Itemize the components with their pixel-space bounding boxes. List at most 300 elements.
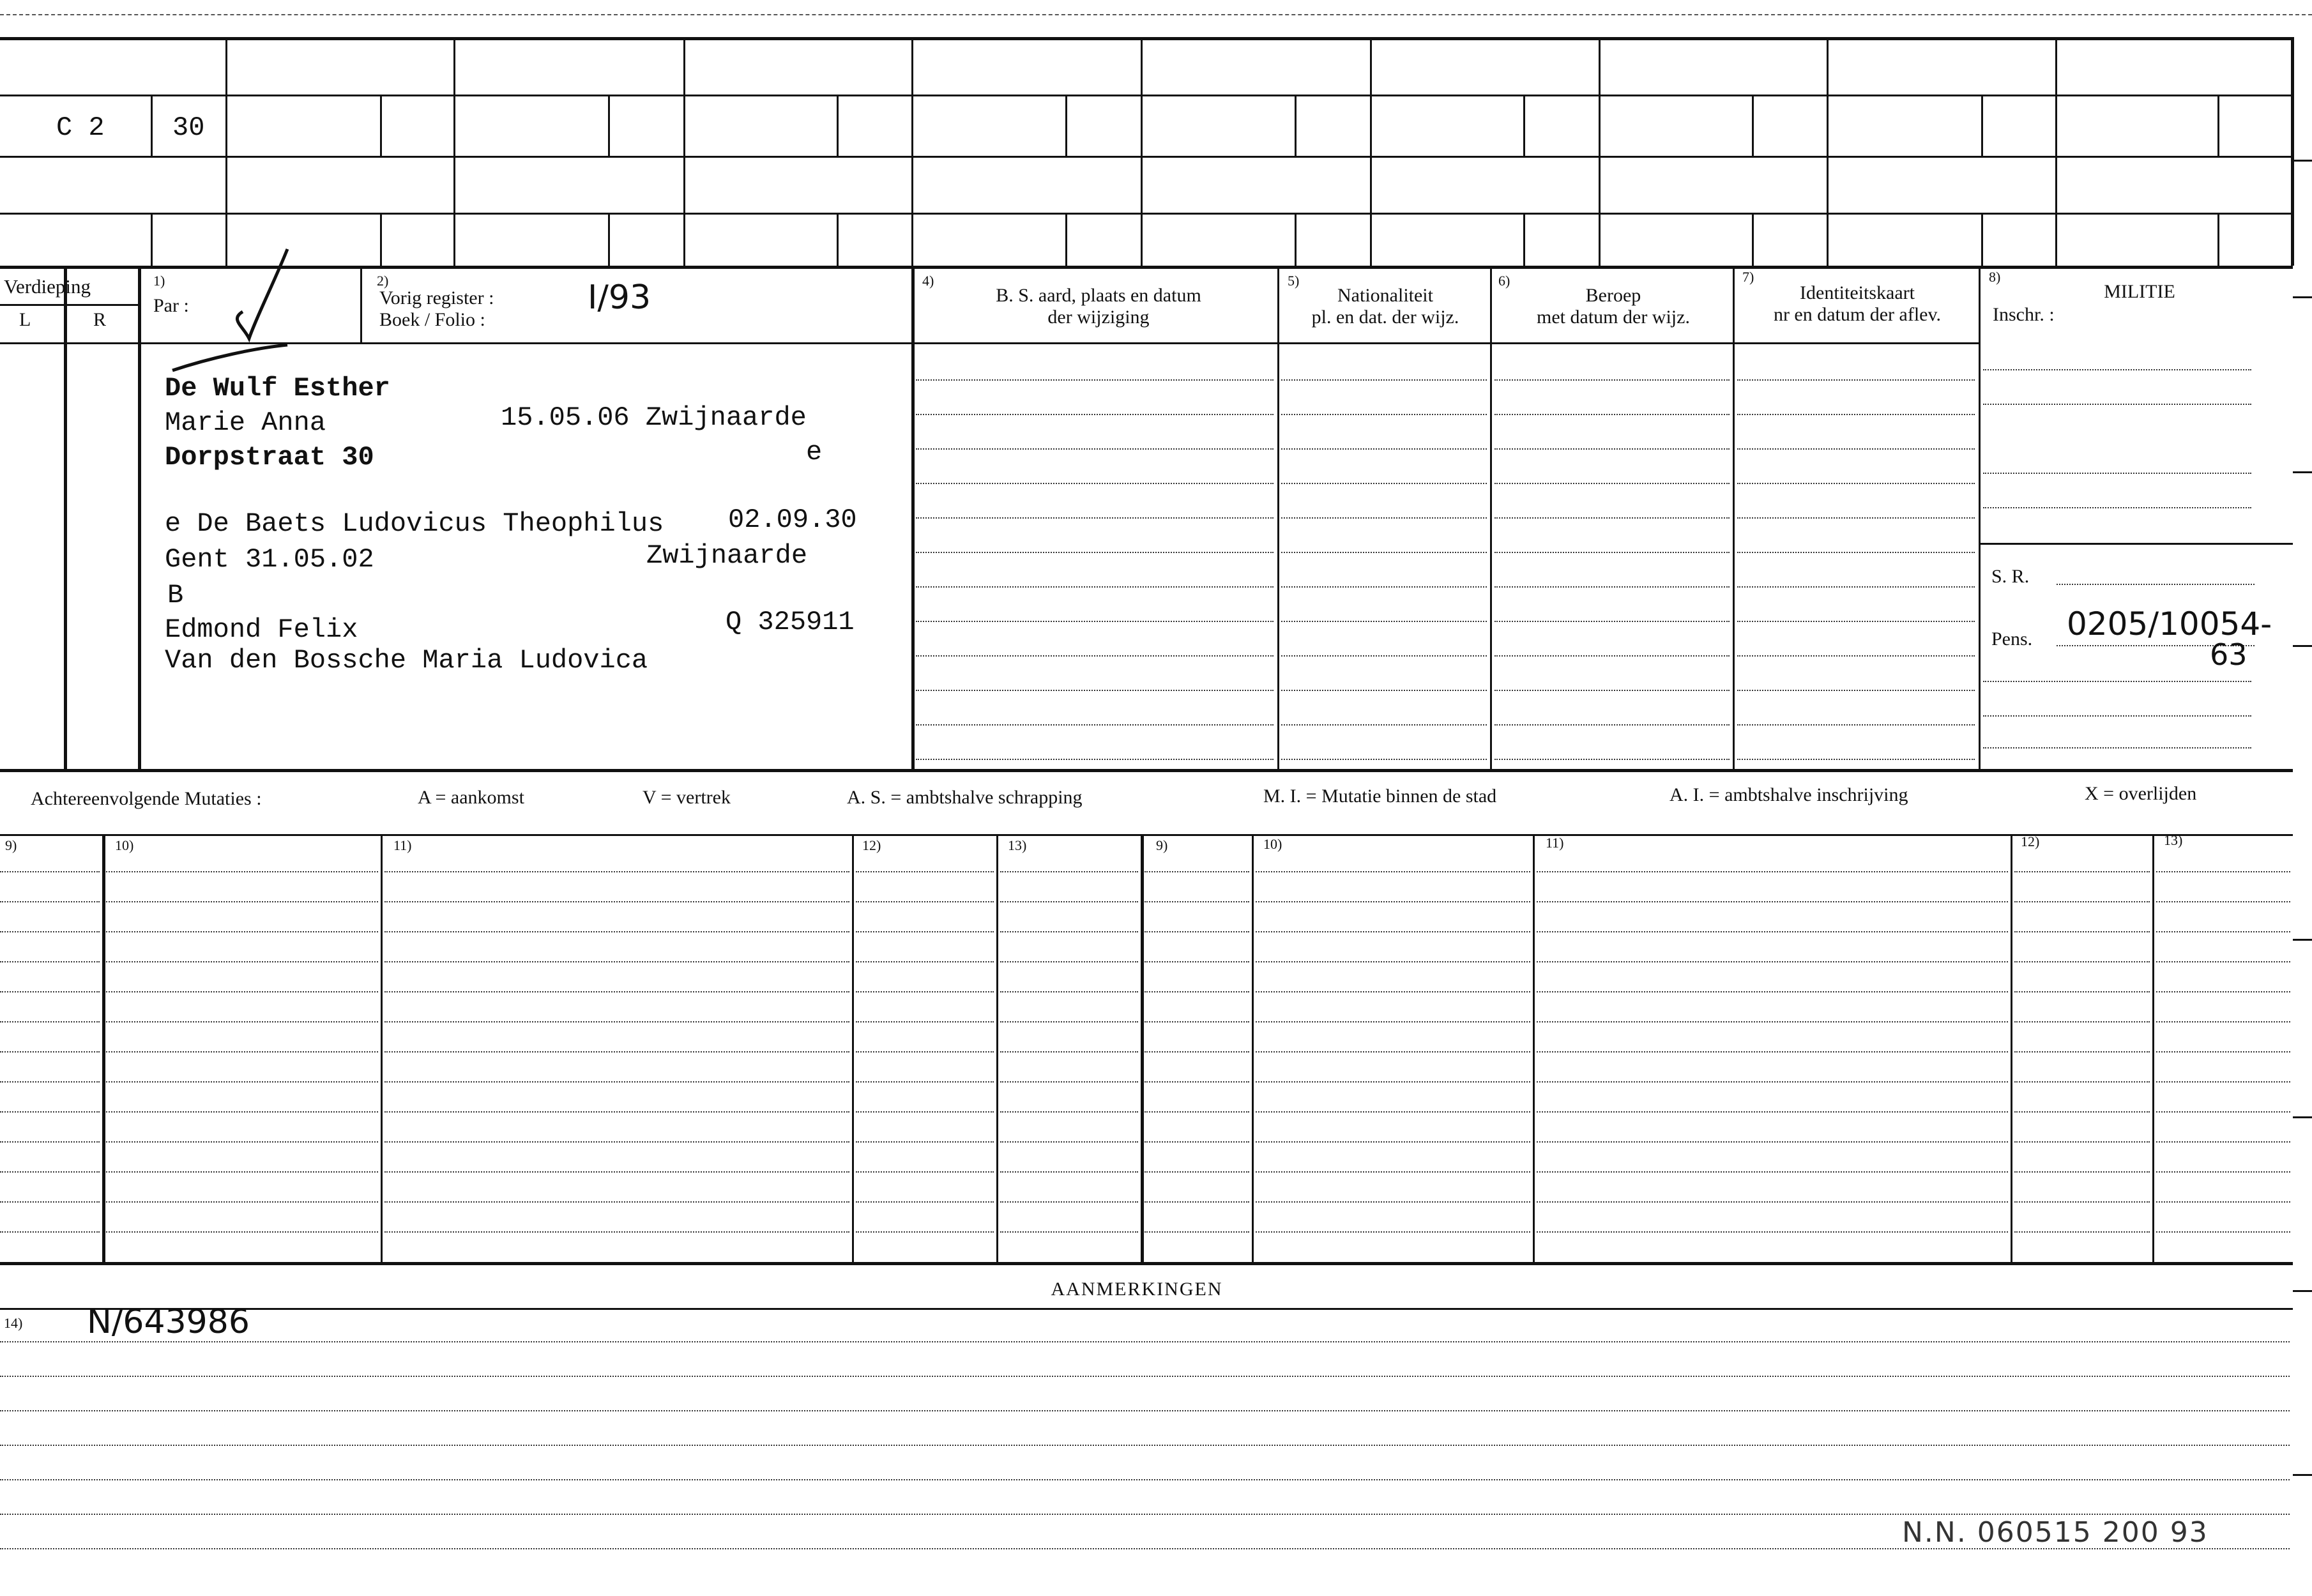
ruled-line	[1537, 1231, 2008, 1233]
ruled-line	[856, 1111, 994, 1113]
top-grid-col	[453, 37, 455, 266]
militie-line	[1983, 404, 2251, 405]
ruled-line	[384, 1081, 849, 1083]
mutaties-bottom-line	[0, 1262, 2293, 1265]
boek-folio-label: Boek / Folio :	[379, 309, 485, 330]
vorig-register-label: Vorig register :	[379, 287, 494, 308]
ruled-line	[1494, 724, 1730, 726]
ruled-line	[2014, 1201, 2150, 1203]
ruled-line	[1537, 1021, 2008, 1022]
header-l-r-line	[0, 304, 139, 306]
person-name: De Wulf Esther	[165, 373, 390, 404]
ruled-line	[1737, 724, 1975, 726]
ruled-line	[1537, 1051, 2008, 1053]
ruled-line	[0, 1171, 100, 1173]
militie-divider	[1980, 543, 2293, 545]
ruled-line	[1537, 961, 2008, 962]
ruled-line	[2156, 1021, 2290, 1022]
field-number: 6)	[1498, 273, 1510, 289]
mutatie-x-legend: X = overlijden	[2085, 783, 2197, 804]
ruled-line	[384, 1141, 849, 1143]
top-grid-col	[2055, 37, 2057, 266]
field-number: 8)	[1989, 269, 2001, 285]
col-divider	[1733, 266, 1735, 770]
field-number: 4)	[922, 273, 934, 289]
ruled-line	[0, 1111, 100, 1113]
mutaties-col	[1141, 835, 1144, 1263]
ruled-line	[1145, 1141, 1249, 1143]
top-grid-col	[225, 37, 227, 266]
ruled-line	[0, 901, 100, 902]
ruled-line	[2014, 1231, 2150, 1233]
ruled-line	[1281, 483, 1487, 484]
verdieping-label: Verdieping	[4, 275, 91, 298]
top-grid-sub	[380, 95, 382, 156]
ruled-line	[0, 1201, 100, 1203]
ruled-line	[916, 655, 1274, 657]
ruled-line	[2014, 1051, 2150, 1053]
bs-header-line2: der wijziging	[1047, 307, 1150, 328]
ruled-line	[1145, 1021, 1249, 1022]
ruled-line	[916, 759, 1274, 760]
right-edge-tick	[2293, 1474, 2312, 1476]
ruled-line	[1737, 759, 1975, 760]
ruled-line	[856, 1021, 994, 1022]
ruled-line	[106, 1141, 378, 1143]
ruled-line	[0, 1051, 100, 1053]
ruled-line	[1145, 1081, 1249, 1083]
ruled-line	[0, 1231, 100, 1233]
ruled-line	[1145, 1051, 1249, 1053]
person-address: Dorpstraat 30	[165, 442, 374, 473]
person-e-mark: e	[806, 437, 823, 467]
mutaties-col-number: 12)	[862, 837, 881, 853]
mutaties-col	[102, 835, 105, 1263]
ruled-line	[0, 1021, 100, 1022]
ruled-line	[1256, 1141, 1530, 1143]
ruled-line	[0, 1376, 2290, 1377]
ruled-line	[1537, 871, 2008, 872]
ruled-line	[856, 1231, 994, 1233]
top-grid-sub	[1295, 213, 1297, 266]
ruled-line	[106, 901, 378, 902]
ruled-line	[1494, 379, 1730, 381]
ruled-line	[856, 901, 994, 902]
ruled-line	[0, 1141, 100, 1143]
right-edge-tick	[2293, 296, 2312, 298]
top-grid-sub	[2217, 213, 2219, 266]
ruled-line	[916, 414, 1274, 415]
ruled-line	[1494, 690, 1730, 691]
ruled-line	[1256, 1081, 1530, 1083]
top-grid-sub	[608, 213, 610, 266]
par-strike-mark	[147, 243, 313, 383]
ruled-line	[916, 483, 1274, 484]
ruled-line	[1256, 901, 1530, 902]
beroep-header-line2: met datum der wijz.	[1537, 307, 1690, 328]
ruled-line	[1000, 1021, 1138, 1022]
ruled-line	[856, 1201, 994, 1203]
ruled-line	[106, 1081, 378, 1083]
ruled-line	[1281, 552, 1487, 553]
pens-value-suffix: 63	[2210, 637, 2247, 672]
ruled-line	[2014, 1021, 2150, 1022]
ruled-line	[0, 931, 100, 932]
vorig-register-value: I/93	[588, 278, 651, 317]
col-divider	[138, 266, 141, 770]
person-id-number: Q 325911	[726, 607, 855, 637]
ruled-line	[916, 724, 1274, 726]
ruled-line	[1145, 1111, 1249, 1113]
mutaties-top-line	[0, 834, 2293, 836]
par-label: Par :	[153, 295, 189, 316]
ruled-line	[2014, 1081, 2150, 1083]
ruled-line	[2156, 1171, 2290, 1173]
ruled-line	[856, 1171, 994, 1173]
ruled-line	[2156, 931, 2290, 932]
col-divider	[1277, 266, 1279, 770]
ruled-line	[2156, 1231, 2290, 1233]
ruled-line	[106, 1051, 378, 1053]
ruled-line	[916, 448, 1274, 450]
top-grid-sub	[1523, 213, 1525, 266]
top-grid-sub	[837, 213, 839, 266]
ruled-line	[916, 379, 1274, 381]
ruled-line	[2014, 1171, 2150, 1173]
ruled-line	[1494, 586, 1730, 588]
militie-line	[1983, 747, 2251, 749]
ruled-line	[1145, 931, 1249, 932]
ruled-line	[106, 961, 378, 962]
ruled-line	[916, 621, 1274, 622]
person-first-names: Marie Anna	[165, 407, 326, 438]
ruled-line	[1000, 991, 1138, 992]
col-divider	[1979, 266, 1981, 770]
ruled-line	[856, 931, 994, 932]
militie-header: MILITIE	[2104, 281, 2175, 302]
militie-line	[1983, 681, 2251, 682]
ruled-line	[1494, 552, 1730, 553]
mutaties-col-number: 11)	[1546, 835, 1564, 851]
right-edge-tick	[2293, 160, 2312, 162]
ruled-line	[1256, 1231, 1530, 1233]
mutaties-col-number: 9)	[1156, 837, 1168, 853]
mutaties-col-number: 12)	[2021, 833, 2040, 849]
ruled-line	[856, 1051, 994, 1053]
ruled-line	[2014, 1111, 2150, 1113]
top-grid-sub	[1981, 95, 1983, 156]
ruled-line	[916, 552, 1274, 553]
ruled-line	[1256, 1201, 1530, 1203]
top-grid-sub	[151, 95, 153, 156]
person-marriage-place: Zwijnaarde	[646, 540, 808, 571]
mutaties-col-number: 13)	[1008, 837, 1027, 853]
top-grid-sub	[1295, 95, 1297, 156]
inschr-label: Inschr. :	[1993, 304, 2055, 325]
ruled-line	[2156, 1081, 2290, 1083]
ruled-line	[856, 961, 994, 962]
ruled-line	[1000, 1081, 1138, 1083]
top-grid-line	[0, 213, 2293, 215]
ruled-line	[1537, 1201, 2008, 1203]
mutaties-col-number: 10)	[115, 837, 134, 853]
ruled-line	[1281, 724, 1487, 726]
ruled-line	[1737, 517, 1975, 519]
ruled-line	[1000, 1141, 1138, 1143]
mutatie-as-legend: A. S. = ambtshalve schrapping	[847, 787, 1083, 808]
ruled-line	[1537, 1141, 2008, 1143]
top-grid-line	[0, 266, 2293, 269]
ruled-line	[384, 931, 849, 932]
field-number: 14)	[4, 1315, 23, 1331]
mutatie-a-legend: A = aankomst	[418, 787, 524, 808]
house-number: 30	[172, 112, 205, 143]
top-grid-col	[1141, 37, 1143, 266]
ruled-line	[1494, 759, 1730, 760]
field-number: 2)	[377, 273, 389, 289]
person-birth: 15.05.06 Zwijnaarde	[501, 402, 807, 433]
militie-line	[1983, 507, 2251, 508]
ruled-line	[0, 1081, 100, 1083]
ruled-line	[1537, 991, 2008, 992]
ruled-line	[384, 1111, 849, 1113]
ruled-line	[1256, 961, 1530, 962]
ruled-line	[384, 1051, 849, 1053]
mutaties-col-number: 13)	[2164, 832, 2183, 848]
ruled-line	[2156, 961, 2290, 962]
ruled-line	[1256, 1171, 1530, 1173]
mutaties-col-number: 11)	[393, 837, 412, 853]
top-grid-col	[911, 37, 913, 266]
mutaties-col	[2152, 835, 2154, 1263]
ruled-line	[1000, 1171, 1138, 1173]
top-grid-sub	[1981, 213, 1983, 266]
person-spouse-birth: Gent 31.05.02	[165, 544, 374, 575]
ruled-line	[106, 1111, 378, 1113]
ruled-line	[1281, 759, 1487, 760]
ruled-line	[384, 991, 849, 992]
ruled-line	[1737, 483, 1975, 484]
mutaties-col-number: 10)	[1263, 836, 1282, 852]
ruled-line	[1281, 655, 1487, 657]
top-grid-col	[683, 37, 685, 266]
ruled-line	[1000, 1051, 1138, 1053]
ruled-line	[1494, 448, 1730, 450]
ruled-line	[1281, 621, 1487, 622]
ruled-line	[2014, 871, 2150, 872]
ruled-line	[106, 991, 378, 992]
body-bottom-line	[0, 769, 2293, 772]
ruled-line	[1494, 483, 1730, 484]
ruled-line	[2014, 901, 2150, 902]
top-grid-line	[0, 156, 2293, 158]
top-grid-sub	[1065, 95, 1067, 156]
mutaties-col	[1252, 835, 1254, 1263]
ruled-line	[1000, 961, 1138, 962]
top-grid-col	[2291, 37, 2294, 266]
ruled-line	[856, 991, 994, 992]
ruled-line	[2156, 871, 2290, 872]
pens-label: Pens.	[1991, 628, 2033, 650]
sr-line	[2057, 584, 2255, 585]
top-border	[0, 14, 2312, 15]
top-grid-line	[0, 37, 2293, 40]
ruled-line	[1494, 517, 1730, 519]
ruled-line	[1494, 414, 1730, 415]
col-divider	[1490, 266, 1492, 770]
mutaties-col-number: 9)	[5, 837, 17, 853]
nationaliteit-header-line1: Nationaliteit	[1337, 285, 1433, 306]
militie-line	[1983, 369, 2251, 370]
ruled-line	[1145, 1171, 1249, 1173]
ruled-line	[384, 1021, 849, 1022]
ruled-line	[1256, 991, 1530, 992]
militie-line	[1983, 715, 2251, 717]
ruled-line	[1494, 655, 1730, 657]
top-grid-sub	[1523, 95, 1525, 156]
col-divider	[911, 266, 915, 770]
ruled-line	[106, 1231, 378, 1233]
ruled-line	[2156, 1051, 2290, 1053]
ruled-line	[1737, 379, 1975, 381]
ruled-line	[1000, 1111, 1138, 1113]
ruled-line	[916, 586, 1274, 588]
ruled-line	[1494, 621, 1730, 622]
ruled-line	[1145, 991, 1249, 992]
ruled-line	[916, 690, 1274, 691]
ruled-line	[1537, 1171, 2008, 1173]
field-number: 5)	[1288, 273, 1300, 289]
sr-label: S. R.	[1991, 566, 2030, 587]
top-grid-col	[1370, 37, 1372, 266]
ruled-line	[384, 1201, 849, 1203]
ruled-line	[1000, 1231, 1138, 1233]
ruled-line	[2014, 991, 2150, 992]
ruled-line	[0, 961, 100, 962]
ruled-line	[106, 1201, 378, 1203]
ruled-line	[1281, 690, 1487, 691]
mutaties-col	[852, 835, 854, 1263]
ruled-line	[1256, 931, 1530, 932]
ruled-line	[2156, 1111, 2290, 1113]
identiteitskaart-header-line2: nr en datum der aflev.	[1773, 304, 1942, 325]
right-edge-tick	[2293, 1116, 2312, 1118]
ruled-line	[1256, 871, 1530, 872]
ruled-line	[1256, 1051, 1530, 1053]
ruled-line	[1256, 1111, 1530, 1113]
ruled-line	[106, 871, 378, 872]
top-grid-sub	[608, 95, 610, 156]
top-grid-sub	[1752, 95, 1754, 156]
top-grid-sub	[837, 95, 839, 156]
ruled-line	[1281, 379, 1487, 381]
ruled-line	[1537, 1081, 2008, 1083]
ruled-line	[1737, 552, 1975, 553]
ruled-line	[0, 1410, 2290, 1411]
mutaties-col	[1533, 835, 1535, 1263]
ruled-line	[2156, 991, 2290, 992]
ruled-line	[1281, 448, 1487, 450]
ruled-line	[1737, 655, 1975, 657]
ruled-line	[0, 991, 100, 992]
ruled-line	[106, 931, 378, 932]
ruled-line	[856, 871, 994, 872]
beroep-header-line1: Beroep	[1585, 285, 1641, 306]
ruled-line	[856, 1081, 994, 1083]
ruled-line	[0, 871, 100, 872]
ruled-line	[1000, 1201, 1138, 1203]
ruled-line	[1737, 586, 1975, 588]
ruled-line	[384, 901, 849, 902]
ruled-line	[2014, 931, 2150, 932]
nn-stamp: N.N. 060515 200 93	[1902, 1516, 2209, 1549]
ruled-line	[2156, 1141, 2290, 1143]
militie-line	[1983, 473, 2251, 474]
person-father: Edmond Felix	[165, 614, 358, 645]
verdieping-r-label: R	[93, 309, 107, 330]
mutatie-v-legend: V = vertrek	[643, 787, 731, 808]
person-mother: Van den Bossche Maria Ludovica	[165, 645, 648, 676]
ruled-line	[1000, 901, 1138, 902]
ruled-line	[1537, 901, 2008, 902]
person-b-mark: B	[167, 580, 184, 611]
top-grid-sub	[380, 213, 382, 266]
nationaliteit-header-line2: pl. en dat. der wijz.	[1311, 307, 1459, 328]
mutaties-col	[381, 835, 383, 1263]
field-number: 1)	[153, 273, 165, 289]
mutaties-col	[996, 835, 998, 1263]
mutaties-title: Achtereenvolgende Mutaties :	[31, 788, 262, 809]
ruled-line	[1000, 871, 1138, 872]
ruled-line	[106, 1171, 378, 1173]
ruled-line	[1737, 690, 1975, 691]
top-grid-sub	[1752, 213, 1754, 266]
ruled-line	[2014, 1141, 2150, 1143]
ruled-line	[106, 1021, 378, 1022]
mutatie-mi-legend: M. I. = Mutatie binnen de stad	[1263, 786, 1497, 807]
aanmerkingen-line	[0, 1308, 2293, 1310]
bs-header-line1: B. S. aard, plaats en datum	[996, 285, 1201, 306]
ruled-line	[1145, 871, 1249, 872]
ruled-line	[384, 1171, 849, 1173]
ruled-line	[1281, 414, 1487, 415]
ruled-line	[1145, 1201, 1249, 1203]
mutatie-ai-legend: A. I. = ambtshalve inschrijving	[1669, 784, 1908, 805]
right-edge-tick	[2293, 1290, 2312, 1292]
ruled-line	[384, 961, 849, 962]
ruled-line	[1737, 448, 1975, 450]
ruled-line	[1537, 1111, 2008, 1113]
identiteitskaart-header-line1: Identiteitskaart	[1800, 282, 1915, 303]
ruled-line	[0, 1479, 2290, 1480]
block-code: C 2	[56, 112, 105, 143]
ruled-line	[1145, 901, 1249, 902]
person-marriage-date: 02.09.30	[728, 505, 857, 535]
top-grid-line	[0, 95, 2293, 96]
ruled-line	[1281, 517, 1487, 519]
ruled-line	[1537, 931, 2008, 932]
right-edge-tick	[2293, 471, 2312, 473]
aanmerkingen-value: N/643986	[87, 1303, 250, 1341]
ruled-line	[2156, 1201, 2290, 1203]
col-divider	[64, 266, 67, 770]
top-grid-sub	[2217, 95, 2219, 156]
ruled-line	[384, 871, 849, 872]
ruled-line	[1145, 1231, 1249, 1233]
right-edge-tick	[2293, 645, 2312, 647]
ruled-line	[916, 517, 1274, 519]
ruled-line	[2014, 961, 2150, 962]
